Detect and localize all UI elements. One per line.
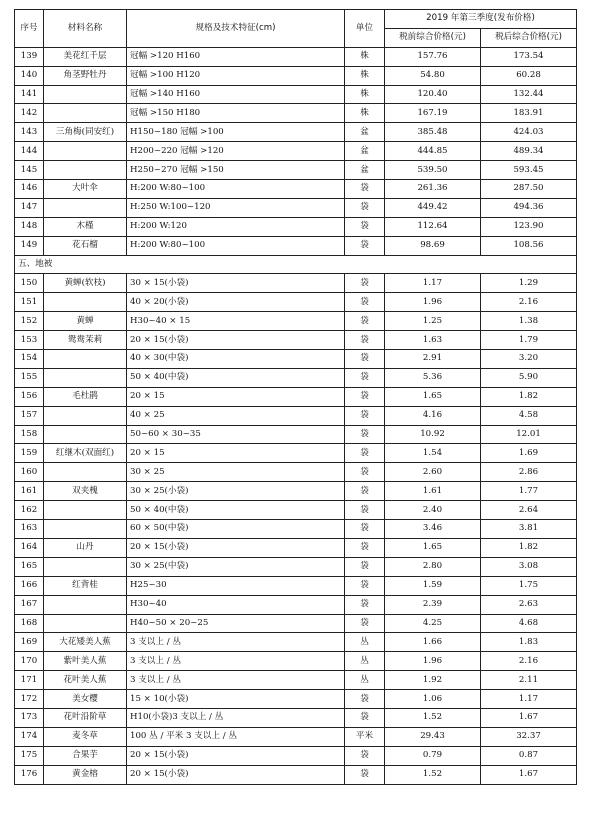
cell-number: 153 (15, 331, 44, 350)
cell-spec: H150~180 冠幅 >100 (127, 123, 345, 142)
cell-number: 157 (15, 406, 44, 425)
cell-pre-tax-price: 2.91 (385, 350, 481, 369)
cell-number: 154 (15, 350, 44, 369)
cell-post-tax-price: 0.87 (481, 746, 577, 765)
cell-unit: 袋 (345, 425, 385, 444)
cell-unit: 袋 (345, 765, 385, 784)
cell-spec: 3 支以上 / 丛 (127, 633, 345, 652)
cell-material-name (44, 293, 127, 312)
cell-post-tax-price: 60.28 (481, 66, 577, 85)
cell-spec: 3 支以上 / 丛 (127, 671, 345, 690)
table-row (15, 727, 577, 746)
cell-number: 161 (15, 482, 44, 501)
cell-pre-tax-price: 2.40 (385, 501, 481, 520)
cell-post-tax-price: 1.17 (481, 690, 577, 709)
cell-unit: 袋 (345, 708, 385, 727)
table-row (15, 104, 577, 123)
cell-pre-tax-price: 1.52 (385, 708, 481, 727)
cell-material-name: 双夹槐 (44, 482, 127, 501)
cell-material-name (44, 142, 127, 161)
cell-post-tax-price: 2.64 (481, 501, 577, 520)
cell-spec: H200~220 冠幅 >120 (127, 142, 345, 161)
cell-material-name (44, 198, 127, 217)
cell-number: 156 (15, 387, 44, 406)
cell-spec: 100 丛 / 平米 3 支以上 / 丛 (127, 727, 345, 746)
cell-spec: 20 × 15(小袋) (127, 331, 345, 350)
cell-post-tax-price: 4.68 (481, 614, 577, 633)
cell-unit: 袋 (345, 293, 385, 312)
section-title: 五、地被 (15, 255, 577, 274)
cell-unit: 袋 (345, 463, 385, 482)
cell-unit: 袋 (345, 406, 385, 425)
cell-number: 163 (15, 520, 44, 539)
cell-unit: 平米 (345, 727, 385, 746)
cell-material-name: 鸳鸯茉莉 (44, 331, 127, 350)
cell-number: 148 (15, 217, 44, 236)
cell-post-tax-price: 1.67 (481, 708, 577, 727)
cell-spec: 30 × 25(小袋) (127, 482, 345, 501)
cell-material-name: 黄蝉 (44, 312, 127, 331)
cell-number: 160 (15, 463, 44, 482)
cell-unit: 袋 (345, 331, 385, 350)
cell-unit: 袋 (345, 180, 385, 199)
cell-number: 162 (15, 501, 44, 520)
cell-unit: 袋 (345, 520, 385, 539)
cell-pre-tax-price: 1.65 (385, 538, 481, 557)
cell-material-name (44, 595, 127, 614)
price-sheet (14, 9, 577, 785)
cell-unit: 株 (345, 47, 385, 66)
cell-post-tax-price: 1.79 (481, 331, 577, 350)
cell-post-tax-price: 173.54 (481, 47, 577, 66)
cell-post-tax-price: 287.50 (481, 180, 577, 199)
cell-spec: 40 × 30(中袋) (127, 350, 345, 369)
cell-post-tax-price: 2.16 (481, 293, 577, 312)
cell-material-name: 黄金榕 (44, 765, 127, 784)
column-header-period: 2019 年第三季度(发布价格) (385, 10, 577, 29)
cell-pre-tax-price: 2.39 (385, 595, 481, 614)
cell-number: 155 (15, 368, 44, 387)
cell-pre-tax-price: 54.80 (385, 66, 481, 85)
table-row (15, 217, 577, 236)
table-row (15, 293, 577, 312)
cell-spec: 20 × 15(小袋) (127, 765, 345, 784)
cell-unit: 株 (345, 66, 385, 85)
cell-pre-tax-price: 1.52 (385, 765, 481, 784)
cell-pre-tax-price: 167.19 (385, 104, 481, 123)
cell-pre-tax-price: 4.16 (385, 406, 481, 425)
cell-pre-tax-price: 5.36 (385, 368, 481, 387)
cell-number: 165 (15, 557, 44, 576)
cell-post-tax-price: 1.67 (481, 765, 577, 784)
cell-spec: H:200 W:120 (127, 217, 345, 236)
table-row (15, 47, 577, 66)
cell-unit: 袋 (345, 387, 385, 406)
cell-material-name (44, 463, 127, 482)
cell-pre-tax-price: 539.50 (385, 161, 481, 180)
column-header-spec: 规格及技术特征(cm) (127, 10, 345, 48)
column-header-pre-tax: 税前综合价格(元) (385, 28, 481, 47)
cell-material-name: 红继木(双面红) (44, 444, 127, 463)
cell-post-tax-price: 5.90 (481, 368, 577, 387)
cell-number: 175 (15, 746, 44, 765)
cell-material-name (44, 161, 127, 180)
cell-pre-tax-price: 1.63 (385, 331, 481, 350)
cell-pre-tax-price: 444.85 (385, 142, 481, 161)
table-row (15, 576, 577, 595)
cell-spec: 冠幅 >140 H160 (127, 85, 345, 104)
cell-unit: 袋 (345, 368, 385, 387)
cell-post-tax-price: 593.45 (481, 161, 577, 180)
cell-pre-tax-price: 1.96 (385, 652, 481, 671)
table-row (15, 614, 577, 633)
cell-post-tax-price: 494.36 (481, 198, 577, 217)
cell-post-tax-price: 3.81 (481, 520, 577, 539)
cell-material-name (44, 425, 127, 444)
cell-post-tax-price: 108.56 (481, 236, 577, 255)
cell-spec: 50~60 × 30~35 (127, 425, 345, 444)
cell-material-name: 木槿 (44, 217, 127, 236)
cell-number: 169 (15, 633, 44, 652)
cell-number: 145 (15, 161, 44, 180)
cell-material-name: 黄蝉(软枝) (44, 274, 127, 293)
table-row (15, 368, 577, 387)
cell-pre-tax-price: 157.76 (385, 47, 481, 66)
cell-number: 166 (15, 576, 44, 595)
cell-number: 141 (15, 85, 44, 104)
table-row (15, 671, 577, 690)
cell-unit: 袋 (345, 690, 385, 709)
cell-spec: H25~30 (127, 576, 345, 595)
column-header-unit: 单位 (345, 10, 385, 48)
cell-number: 173 (15, 708, 44, 727)
cell-post-tax-price: 2.86 (481, 463, 577, 482)
cell-pre-tax-price: 0.79 (385, 746, 481, 765)
cell-unit: 袋 (345, 312, 385, 331)
table-row (15, 425, 577, 444)
cell-material-name (44, 406, 127, 425)
cell-unit: 袋 (345, 614, 385, 633)
table-row (15, 142, 577, 161)
cell-unit: 株 (345, 104, 385, 123)
cell-material-name: 三角梅(同安红) (44, 123, 127, 142)
cell-unit: 袋 (345, 217, 385, 236)
cell-pre-tax-price: 120.40 (385, 85, 481, 104)
cell-spec: 60 × 50(中袋) (127, 520, 345, 539)
table-row (15, 387, 577, 406)
cell-pre-tax-price: 385.48 (385, 123, 481, 142)
cell-spec: H:200 W:80~100 (127, 236, 345, 255)
cell-spec: 20 × 15 (127, 387, 345, 406)
cell-unit: 袋 (345, 576, 385, 595)
cell-spec: 30 × 25(中袋) (127, 557, 345, 576)
cell-post-tax-price: 12.01 (481, 425, 577, 444)
cell-spec: H30~40 × 15 (127, 312, 345, 331)
cell-pre-tax-price: 1.66 (385, 633, 481, 652)
cell-spec: 冠幅 >100 H120 (127, 66, 345, 85)
cell-pre-tax-price: 1.25 (385, 312, 481, 331)
cell-unit: 袋 (345, 595, 385, 614)
cell-spec: H30~40 (127, 595, 345, 614)
table-row (15, 708, 577, 727)
cell-material-name (44, 368, 127, 387)
section-row (15, 255, 577, 274)
cell-pre-tax-price: 10.92 (385, 425, 481, 444)
cell-pre-tax-price: 98.69 (385, 236, 481, 255)
cell-number: 164 (15, 538, 44, 557)
cell-spec: 15 × 10(小袋) (127, 690, 345, 709)
cell-material-name: 红背桂 (44, 576, 127, 595)
cell-post-tax-price: 1.82 (481, 538, 577, 557)
cell-number: 150 (15, 274, 44, 293)
cell-number: 152 (15, 312, 44, 331)
cell-spec: 20 × 15 (127, 444, 345, 463)
table-row (15, 274, 577, 293)
table-row (15, 633, 577, 652)
cell-pre-tax-price: 1.96 (385, 293, 481, 312)
cell-post-tax-price: 1.38 (481, 312, 577, 331)
cell-material-name: 麦冬草 (44, 727, 127, 746)
table-row (15, 520, 577, 539)
table-row (15, 690, 577, 709)
cell-number: 143 (15, 123, 44, 142)
cell-material-name (44, 104, 127, 123)
cell-material-name: 山丹 (44, 538, 127, 557)
cell-material-name: 大叶伞 (44, 180, 127, 199)
cell-spec: 40 × 25 (127, 406, 345, 425)
table-row (15, 501, 577, 520)
cell-post-tax-price: 1.77 (481, 482, 577, 501)
table-row (15, 66, 577, 85)
cell-pre-tax-price: 2.60 (385, 463, 481, 482)
cell-unit: 株 (345, 85, 385, 104)
cell-spec: 3 支以上 / 丛 (127, 652, 345, 671)
cell-post-tax-price: 1.69 (481, 444, 577, 463)
cell-material-name: 大花矮美人蕉 (44, 633, 127, 652)
cell-spec: 冠幅 >120 H160 (127, 47, 345, 66)
cell-unit: 丛 (345, 671, 385, 690)
cell-post-tax-price: 132.44 (481, 85, 577, 104)
cell-number: 140 (15, 66, 44, 85)
column-header-post-tax: 税后综合价格(元) (481, 28, 577, 47)
cell-pre-tax-price: 4.25 (385, 614, 481, 633)
cell-pre-tax-price: 1.54 (385, 444, 481, 463)
cell-spec: 30 × 15(小袋) (127, 274, 345, 293)
cell-spec: 50 × 40(中袋) (127, 368, 345, 387)
table-row (15, 538, 577, 557)
cell-pre-tax-price: 3.46 (385, 520, 481, 539)
column-header-no: 序号 (15, 10, 44, 48)
cell-number: 172 (15, 690, 44, 709)
cell-pre-tax-price: 112.64 (385, 217, 481, 236)
cell-spec: 50 × 40(中袋) (127, 501, 345, 520)
cell-number: 139 (15, 47, 44, 66)
cell-pre-tax-price: 1.61 (385, 482, 481, 501)
cell-material-name: 毛杜鹃 (44, 387, 127, 406)
cell-post-tax-price: 489.34 (481, 142, 577, 161)
column-header-name: 材料名称 (44, 10, 127, 48)
cell-pre-tax-price: 29.43 (385, 727, 481, 746)
cell-number: 149 (15, 236, 44, 255)
cell-pre-tax-price: 261.36 (385, 180, 481, 199)
cell-material-name (44, 501, 127, 520)
cell-number: 151 (15, 293, 44, 312)
cell-material-name (44, 520, 127, 539)
cell-spec: H250~270 冠幅 >150 (127, 161, 345, 180)
cell-unit: 盆 (345, 142, 385, 161)
cell-material-name: 紫叶美人蕉 (44, 652, 127, 671)
cell-material-name (44, 614, 127, 633)
cell-number: 174 (15, 727, 44, 746)
price-table (14, 9, 577, 785)
cell-spec: H:250 W:100~120 (127, 198, 345, 217)
cell-number: 168 (15, 614, 44, 633)
cell-pre-tax-price: 449.42 (385, 198, 481, 217)
cell-material-name (44, 350, 127, 369)
cell-material-name: 花叶美人蕉 (44, 671, 127, 690)
cell-spec: 20 × 15(小袋) (127, 538, 345, 557)
cell-number: 147 (15, 198, 44, 217)
cell-material-name: 角茎野牡丹 (44, 66, 127, 85)
cell-pre-tax-price: 1.59 (385, 576, 481, 595)
cell-material-name: 合果芋 (44, 746, 127, 765)
cell-number: 158 (15, 425, 44, 444)
cell-post-tax-price: 1.82 (481, 387, 577, 406)
cell-post-tax-price: 2.63 (481, 595, 577, 614)
cell-material-name (44, 85, 127, 104)
cell-post-tax-price: 32.37 (481, 727, 577, 746)
cell-spec: H10(小袋)3 支以上 / 丛 (127, 708, 345, 727)
table-row (15, 350, 577, 369)
cell-material-name: 美花红千层 (44, 47, 127, 66)
cell-unit: 袋 (345, 236, 385, 255)
cell-post-tax-price: 1.75 (481, 576, 577, 595)
cell-spec: H40~50 × 20~25 (127, 614, 345, 633)
table-row (15, 236, 577, 255)
cell-unit: 盆 (345, 161, 385, 180)
cell-pre-tax-price: 1.17 (385, 274, 481, 293)
cell-spec: H:200 W:80~100 (127, 180, 345, 199)
cell-post-tax-price: 123.90 (481, 217, 577, 236)
cell-number: 144 (15, 142, 44, 161)
cell-unit: 袋 (345, 274, 385, 293)
table-row (15, 765, 577, 784)
cell-pre-tax-price: 2.80 (385, 557, 481, 576)
cell-number: 170 (15, 652, 44, 671)
cell-spec: 30 × 25 (127, 463, 345, 482)
cell-post-tax-price: 1.83 (481, 633, 577, 652)
table-header (15, 10, 577, 48)
cell-number: 142 (15, 104, 44, 123)
cell-material-name: 花石榴 (44, 236, 127, 255)
table-row (15, 161, 577, 180)
table-body (15, 47, 577, 784)
table-row (15, 463, 577, 482)
table-row (15, 85, 577, 104)
cell-post-tax-price: 183.91 (481, 104, 577, 123)
cell-post-tax-price: 424.03 (481, 123, 577, 142)
table-row (15, 180, 577, 199)
cell-unit: 盆 (345, 123, 385, 142)
table-row (15, 444, 577, 463)
cell-pre-tax-price: 1.06 (385, 690, 481, 709)
cell-unit: 袋 (345, 198, 385, 217)
cell-unit: 袋 (345, 538, 385, 557)
cell-post-tax-price: 2.11 (481, 671, 577, 690)
cell-pre-tax-price: 1.92 (385, 671, 481, 690)
table-row (15, 482, 577, 501)
cell-post-tax-price: 3.08 (481, 557, 577, 576)
cell-spec: 40 × 20(小袋) (127, 293, 345, 312)
table-row (15, 595, 577, 614)
table-row (15, 406, 577, 425)
table-row (15, 331, 577, 350)
cell-unit: 袋 (345, 746, 385, 765)
cell-unit: 袋 (345, 557, 385, 576)
cell-number: 167 (15, 595, 44, 614)
cell-unit: 袋 (345, 501, 385, 520)
cell-post-tax-price: 3.20 (481, 350, 577, 369)
cell-post-tax-price: 2.16 (481, 652, 577, 671)
cell-unit: 袋 (345, 350, 385, 369)
cell-post-tax-price: 1.29 (481, 274, 577, 293)
cell-number: 159 (15, 444, 44, 463)
table-row (15, 123, 577, 142)
cell-spec: 冠幅 >150 H180 (127, 104, 345, 123)
table-row (15, 557, 577, 576)
cell-unit: 丛 (345, 633, 385, 652)
cell-unit: 丛 (345, 652, 385, 671)
cell-number: 146 (15, 180, 44, 199)
table-row (15, 746, 577, 765)
cell-pre-tax-price: 1.65 (385, 387, 481, 406)
table-row (15, 652, 577, 671)
cell-spec: 20 × 15(小袋) (127, 746, 345, 765)
cell-number: 171 (15, 671, 44, 690)
cell-unit: 袋 (345, 482, 385, 501)
cell-number: 176 (15, 765, 44, 784)
table-row (15, 312, 577, 331)
cell-post-tax-price: 4.58 (481, 406, 577, 425)
cell-material-name: 花叶沿阶草 (44, 708, 127, 727)
cell-material-name: 美女樱 (44, 690, 127, 709)
cell-unit: 袋 (345, 444, 385, 463)
table-row (15, 198, 577, 217)
cell-material-name (44, 557, 127, 576)
